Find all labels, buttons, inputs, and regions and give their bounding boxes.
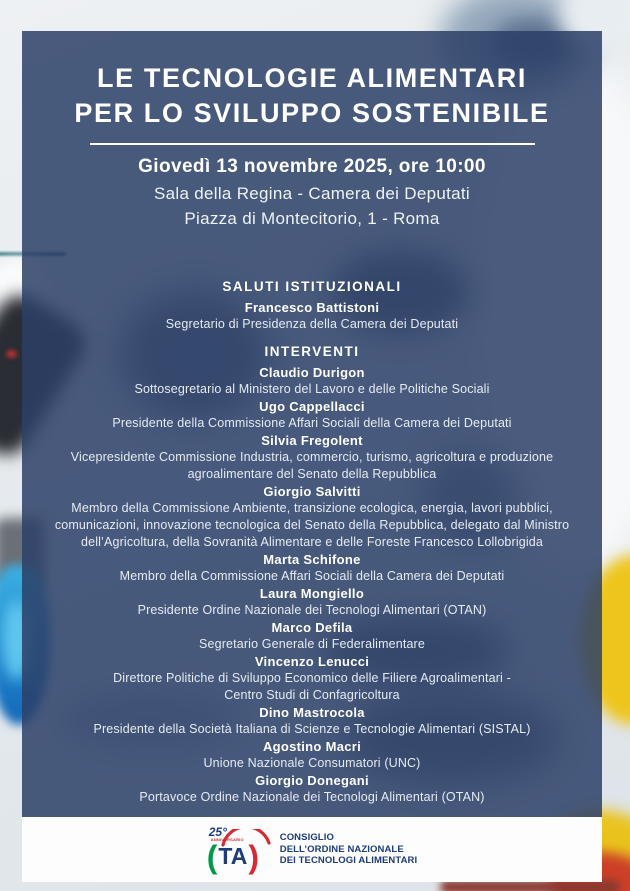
ta-letters: TA [218, 843, 248, 869]
title-line-2: PER LO SVILUPPO SOSTENIBILE [74, 97, 550, 128]
speaker-name: Marta Schifone [263, 552, 361, 568]
speaker-role: Vicepresidente Commissione Industria, commercio, turismo, agricoltura e produzione agroalimentare del Senato della Repubblica [70, 450, 554, 482]
red-paren-icon: ) [248, 838, 259, 875]
speaker-name: Giorgio Salvitti [263, 484, 361, 500]
speaker-name: Vincenzo Lenucci [254, 654, 370, 670]
speaker-role: Segretario Generale di Federalimentare [199, 637, 425, 652]
program-section [40, 278, 584, 333]
speaker-role: Membro della Commissione Affari Sociali della Camera dei Deputati [119, 569, 505, 584]
speaker-role: Membro della Commissione Ambiente, transizione ecologica, energia, lavori pubblici, comunicazioni, innovazione tecnologica del Senato della Repubblica, delegato dal Ministro dell’Agricoltura, della Sovranità Alimentare e delle Foreste Francesco Lollobrigida [54, 501, 570, 550]
ta-monogram [206, 824, 273, 875]
speaker-name: Dino Mastrocola [259, 705, 365, 721]
speaker-role: Presidente della Commissione Affari Sociali della Camera dei Deputati [112, 416, 512, 431]
speaker-name: Laura Mongiello [259, 586, 365, 602]
speaker-role: Segretario di Presidenza della Camera dei Deputati [165, 317, 459, 332]
speaker-name: Claudio Durigon [259, 365, 365, 381]
org-line-3: DEI TECNOLOGI ALIMENTARI [279, 855, 418, 867]
speaker-role: Portavoce Ordine Nazionale dei Tecnologi Alimentari (OTAN) [139, 790, 485, 805]
org-line-2: DELL’ORDINE NAZIONALE [279, 843, 404, 855]
event-venue [22, 182, 602, 231]
speaker-role: Unione Nazionale Consumatori (UNC) [203, 756, 421, 771]
speaker-name: Ugo Cappellacci [259, 399, 365, 415]
program-sections [22, 278, 602, 806]
program-section [40, 343, 584, 806]
section-heading: SALUTI ISTITUZIONALI [222, 279, 402, 295]
content-panel [22, 31, 602, 817]
anniversary-label: 25° [208, 824, 227, 839]
speaker-role: Sottosegretario al Ministero del Lavoro e delle Politiche Sociali [134, 382, 490, 397]
speaker-name: Marco Defila [271, 620, 353, 636]
speaker-name: Giorgio Donegani [255, 773, 369, 789]
venue-line-1: Sala della Regina - Camera dei Deputati [154, 184, 470, 204]
speaker-name: Agostino Macri [262, 739, 362, 755]
speaker-role: Presidente Ordine Nazionale dei Tecnologi Alimentari (OTAN) [137, 603, 487, 618]
poster-title [22, 61, 602, 130]
title-line-1: LE TECNOLOGIE ALIMENTARI [97, 63, 527, 93]
speaker-name: Francesco Battistoni [244, 300, 380, 316]
organisation-name [280, 832, 418, 867]
photo-red-dot [6, 350, 17, 358]
org-line-1: CONSIGLIO [279, 832, 334, 844]
footer-band [22, 817, 602, 882]
speaker-name: Silvia Fregolent [261, 433, 363, 449]
green-paren-icon: ( [206, 838, 218, 875]
event-datetime: Giovedì 13 novembre 2025, ore 10:00 [138, 156, 486, 178]
venue-line-2: Piazza di Montecitorio, 1 - Roma [184, 208, 440, 228]
speaker-role: Presidente della Società Italiana di Scienze e Tecnologie Alimentari (SISTAL) [93, 722, 531, 737]
organisation-logo [206, 824, 418, 875]
title-divider [90, 143, 535, 145]
anniversary-sub-label: ANNIVERSARIO [210, 836, 244, 842]
speaker-role: Direttore Politiche di Sviluppo Economico delle Filiere Agroalimentari - Centro Studi di Confagricoltura [113, 671, 511, 703]
section-heading: INTERVENTI [264, 344, 360, 360]
